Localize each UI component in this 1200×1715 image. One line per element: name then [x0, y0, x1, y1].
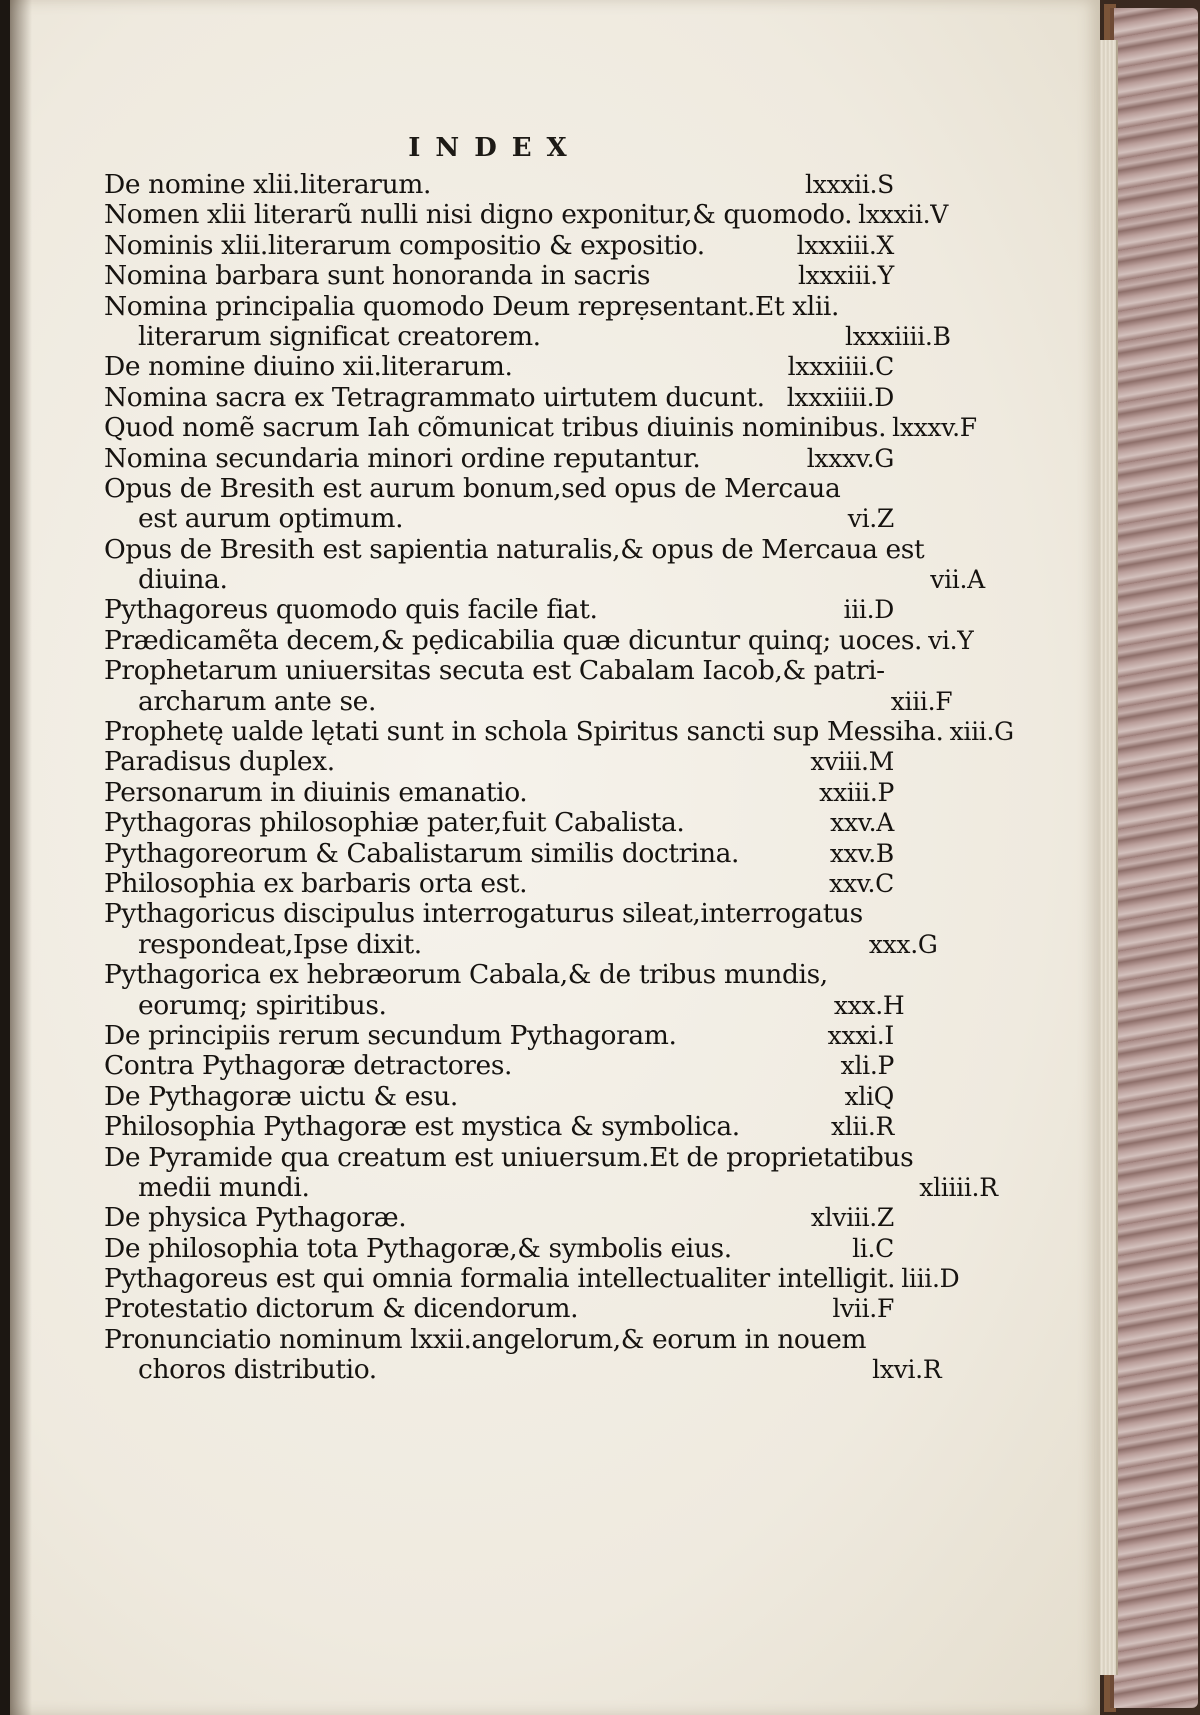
index-entry: [104, 474, 894, 535]
entry-folio-reference: lvii.F: [832, 1294, 894, 1324]
entry-folio-reference: xxx.G: [868, 929, 938, 959]
entry-continuation-line: literarum significat creatorem.: [138, 320, 541, 352]
entry-line: Nominis xlii.literarum compositio & expositio.: [104, 229, 705, 261]
entry-line: Pythagoras philosophiæ pater,fuit Cabalista.: [104, 807, 685, 839]
entry-folio-reference: xlii.R: [830, 1112, 894, 1142]
index-entry: [104, 1021, 894, 1051]
entry-folio-reference: lxxxv.G: [806, 443, 894, 473]
index-entry: [104, 1141, 998, 1204]
entry-line: De nomine xlii.literarum.: [104, 169, 431, 200]
entry-text: [104, 869, 527, 899]
index-entry: [104, 231, 894, 261]
entry-text: [104, 261, 650, 291]
index-entry: [104, 290, 951, 353]
index-entry: [104, 1112, 894, 1142]
entry-text: [104, 656, 885, 717]
entry-folio-reference: xxiii.P: [819, 777, 894, 807]
index-entry: [104, 199, 949, 231]
index-entry: [104, 716, 1014, 748]
index-entry: [104, 412, 977, 444]
entry-text: [104, 899, 863, 960]
gutter-shadow: [10, 0, 32, 1715]
entry-line: De principiis rerum secundum Pythagoram.: [104, 1019, 677, 1051]
entry-text: [104, 626, 922, 656]
entry-text: [104, 535, 924, 596]
entry-line: Nomina barbara sunt honoranda in sacris: [104, 260, 651, 292]
index-entry: [104, 624, 974, 656]
entry-folio-reference: vi.Z: [847, 504, 894, 534]
entry-line: Opus de Bresith est sapientia naturalis,& opus de Mercaua est: [104, 533, 925, 565]
entry-text: [104, 839, 739, 869]
entry-folio-reference: xiii.G: [949, 717, 1014, 747]
entry-line: Prophetę ualde lętati sunt in schola Spiritus sancti sup Messiha.: [104, 716, 944, 748]
entry-text: [104, 170, 431, 200]
entry-folio-reference: lxvi.R: [872, 1355, 942, 1385]
index-list: [104, 169, 1014, 1386]
entry-continuation-line: diuina.: [138, 564, 228, 596]
entry-text: [104, 231, 705, 261]
index-entry: [104, 533, 985, 596]
entry-folio-reference: xli.P: [840, 1051, 894, 1081]
marbled-cover: [1110, 8, 1198, 1708]
entry-text: [104, 413, 886, 443]
entry-text: [104, 1325, 866, 1386]
entry-line: De Pyramide qua creatum est uniuersum.Et de proprietatibus: [104, 1141, 914, 1173]
entry-text: [104, 1021, 677, 1051]
entry-folio-reference: xliiii.R: [919, 1172, 998, 1202]
index-entry: [104, 1082, 894, 1112]
entry-folio-reference: lxxxiiii.D: [786, 382, 894, 412]
entry-continuation-line: medii mundi.: [138, 1171, 310, 1203]
entry-text: [104, 1234, 732, 1264]
entry-line: Personarum in diuinis emanatio.: [104, 776, 528, 808]
index-entry: [104, 595, 894, 625]
index-entry: [104, 170, 894, 200]
entry-line: Philosophia ex barbaris orta est.: [104, 867, 528, 899]
entry-line: Nomen xlii literarũ nulli nisi digno exponitur,& quomodo.: [104, 199, 853, 231]
entry-line: De philosophia tota Pythagoræ,& symbolis eius.: [104, 1232, 732, 1264]
entry-folio-reference: lxxxii.S: [805, 170, 894, 199]
entry-folio-reference: xxv.C: [829, 868, 894, 898]
entry-text: [104, 960, 828, 1021]
entry-continuation-line: choros distributio.: [138, 1354, 377, 1386]
entry-folio-reference: li.C: [852, 1233, 894, 1263]
entry-text: [104, 352, 513, 382]
entry-folio-reference: lxxxiiii.B: [845, 321, 951, 351]
entry-line: Pythagoreus quomodo quis facile fiat.: [104, 594, 598, 626]
entry-text: [104, 1082, 458, 1112]
index-entry: [104, 839, 894, 869]
entry-text: [104, 717, 944, 747]
entry-line: De Pythagoræ uictu & esu.: [104, 1080, 458, 1112]
entry-continuation-line: eorumq; spiritibus.: [138, 989, 387, 1021]
entry-line: Nomina principalia quomodo Deum reprẹsentant.Et xlii.: [104, 290, 840, 322]
entry-line: Pythagorica ex hebræorum Cabala,& de tribus mundis,: [104, 959, 828, 991]
entry-folio-reference: xxv.A: [830, 808, 894, 838]
index-title: INDEX: [408, 133, 582, 163]
entry-folio-reference: xiii.F: [890, 686, 953, 716]
entry-line: Prædicamẽta decem,& pẹdicabilia quæ dicuntur quinq; uoces.: [104, 624, 923, 656]
entry-text: [104, 808, 684, 838]
entry-line: Paradisus duplex.: [104, 746, 335, 778]
entry-text: [104, 1294, 578, 1324]
entry-text: [104, 1112, 740, 1142]
entry-text: [104, 474, 840, 535]
entry-folio-reference: xxx.H: [833, 990, 905, 1020]
entry-text: [104, 778, 527, 808]
index-entry: [104, 383, 894, 413]
entry-folio-reference: xxv.B: [829, 838, 894, 868]
index-entry: [104, 352, 894, 382]
entry-line: Pronunciatio nominum lxxii.angelorum,& eorum in nouem: [104, 1323, 867, 1355]
entry-line: Pythagoreus est qui omnia formalia intellectualiter intelligit.: [104, 1263, 896, 1295]
index-entry: [104, 959, 905, 1021]
entry-line: Nomina sacra ex Tetragrammato uirtutem ducunt.: [104, 381, 765, 413]
index-entry: [104, 898, 938, 960]
entry-text: [104, 595, 597, 625]
entry-folio-reference: vi.Y: [928, 625, 974, 655]
entry-continuation-line: est aurum optimum.: [138, 503, 404, 535]
entry-continuation-line: archarum ante se.: [138, 685, 376, 717]
entry-text: [104, 1203, 406, 1233]
entry-folio-reference: xviii.M: [810, 747, 894, 777]
entry-text: [104, 444, 700, 474]
entry-line: De physica Pythagoræ.: [104, 1202, 407, 1234]
index-entry: [104, 1203, 894, 1233]
index-entry: [104, 1234, 894, 1264]
entry-folio-reference: lxxxiii.X: [796, 230, 894, 260]
entry-line: Quod nomẽ sacrum Iah cõmunicat tribus diuinis nominibus.: [104, 412, 887, 444]
index-entry: [104, 1263, 960, 1295]
index-entry: [104, 655, 953, 717]
entry-line: Contra Pythagoræ detractores.: [104, 1050, 513, 1082]
entry-text: [104, 383, 765, 413]
entry-folio-reference: lxxxiiii.C: [787, 352, 894, 382]
index-entry: [104, 747, 894, 777]
index-entry: [104, 869, 894, 899]
entry-text: [104, 747, 335, 777]
entry-folio-reference: xlviii.Z: [810, 1203, 894, 1233]
entry-line: De nomine diuino xii.literarum.: [104, 351, 513, 383]
index-entry: [104, 1294, 894, 1324]
entry-folio-reference: liii.D: [901, 1264, 960, 1294]
entry-folio-reference: lxxxv.F: [892, 413, 977, 443]
entry-line: Protestatio dictorum & dicendorum.: [104, 1293, 579, 1325]
entry-folio-reference: lxxxii.V: [858, 200, 949, 230]
entry-text: [104, 292, 839, 353]
index-entry: [104, 1051, 894, 1081]
entry-folio-reference: xliQ: [844, 1081, 894, 1111]
entry-continuation-line: respondeat,Ipse dixit.: [138, 928, 422, 960]
entry-line: Pythagoreorum & Cabalistarum similis doctrina.: [104, 837, 740, 869]
entry-line: Prophetarum uniuersitas secuta est Cabalam Iacob,& patri-: [104, 655, 885, 687]
entry-line: Opus de Bresith est aurum bonum,sed opus de Mercaua: [104, 472, 841, 504]
entry-folio-reference: lxxxiii.Y: [797, 261, 894, 291]
index-entry: [104, 1323, 942, 1386]
page-header: [0, 133, 1200, 163]
entry-line: Philosophia Pythagoræ est mystica & symbolica.: [104, 1111, 740, 1143]
entry-text: [104, 1051, 512, 1081]
entry-text: [104, 1143, 913, 1204]
index-entry: [104, 261, 894, 291]
entry-text: [104, 1264, 895, 1294]
index-entry: [104, 444, 894, 474]
entry-folio-reference: vii.A: [930, 565, 985, 595]
index-entry: [104, 808, 894, 838]
index-entry: [104, 778, 894, 808]
entry-folio-reference: xxxi.I: [827, 1020, 894, 1050]
entry-line: Nomina secundaria minori ordine reputantur.: [104, 442, 701, 474]
entry-folio-reference: iii.D: [843, 595, 894, 625]
entry-line: Pythagoricus discipulus interrogaturus sileat,interrogatus: [104, 898, 863, 930]
entry-text: [104, 200, 852, 230]
